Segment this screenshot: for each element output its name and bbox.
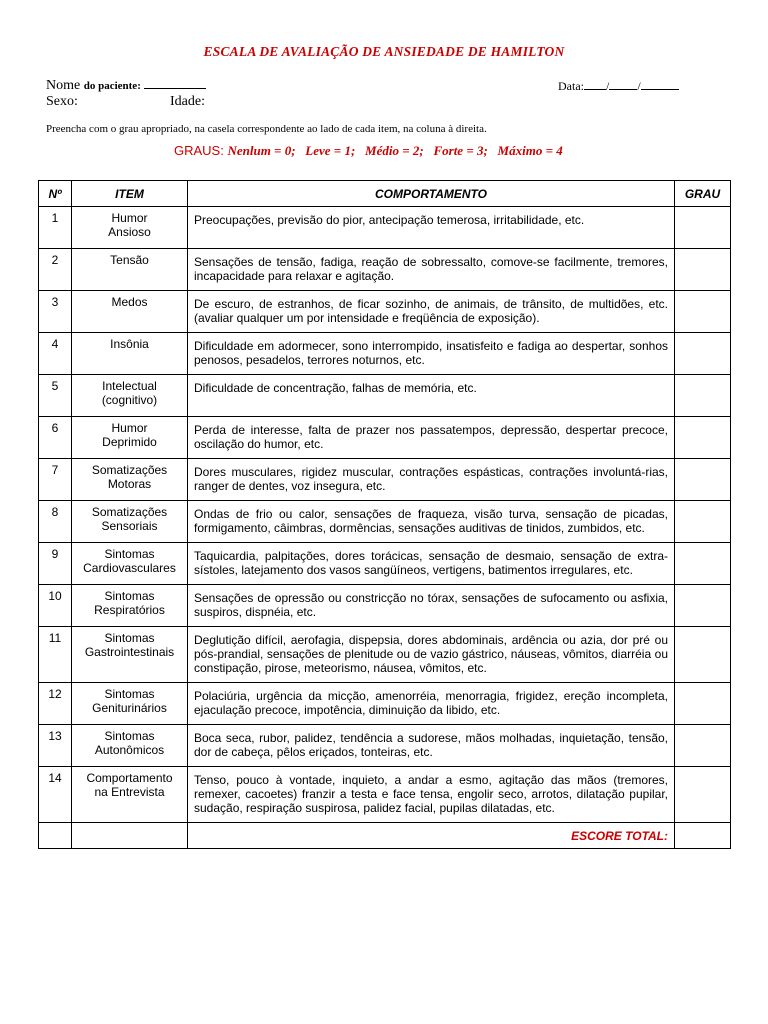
row-comportamento: Boca seca, rubor, palidez, tendência a sudorese, mãos molhadas, inquietação, tensão, dor de cabeça, pêlos eriçados, tonteiras, etc. <box>188 725 675 767</box>
row-item <box>72 585 188 627</box>
table-row <box>39 459 731 501</box>
row-comportamento: Ondas de frio ou calor, sensações de fraqueza, visão turva, sensação de picadas, formigamento, câimbras, dormências, sensações auditivas de tinidos, zumbidos, etc. <box>188 501 675 543</box>
table-row <box>39 375 731 417</box>
row-number: 11 <box>39 627 72 683</box>
row-number: 7 <box>39 459 72 501</box>
row-item-line: na Entrevista <box>94 785 165 799</box>
table-row <box>39 585 731 627</box>
row-comportamento: Tenso, pouco à vontade, inquieto, a andar a esmo, agitação das mãos (tremores, remexer, cacoetes) franzir a testa e face tensa, engolir seco, arrotos, dilatação pupilar, sudação, respiração suspirosa, palidez facial, pupilas dilatadas, etc. <box>188 767 675 823</box>
row-item <box>72 459 188 501</box>
table-row <box>39 207 731 249</box>
row-item <box>72 725 188 767</box>
row-grau-input[interactable] <box>675 627 731 683</box>
row-item <box>72 627 188 683</box>
name-sublabel: do paciente <box>83 80 138 92</box>
grades-legend <box>174 143 563 159</box>
row-item-line: Sensoriais <box>101 519 158 533</box>
row-comportamento: Dores musculares, rigidez muscular, contrações espásticas, contrações involuntá-rias, ranger de dentes, voz insegura, etc. <box>188 459 675 501</box>
row-grau-input[interactable] <box>675 291 731 333</box>
row-comportamento: Perda de interesse, falta de prazer nos passatempos, depressão, despertar precoce, oscilação do humor, etc. <box>188 417 675 459</box>
hamilton-scale-table <box>38 180 731 849</box>
col-header-grau: GRAU <box>675 181 731 207</box>
col-header-num: Nº <box>39 181 72 207</box>
row-item-line: Sintomas <box>104 729 155 743</box>
table-row <box>39 627 731 683</box>
total-empty-num <box>39 823 72 849</box>
row-number: 3 <box>39 291 72 333</box>
total-score-label: ESCORE TOTAL: <box>188 823 675 849</box>
row-grau-input[interactable] <box>675 767 731 823</box>
row-item-line: Motoras <box>107 477 152 491</box>
row-item-line: (cognitivo) <box>101 393 158 407</box>
date-separator: / <box>606 79 610 93</box>
total-empty-item <box>72 823 188 849</box>
row-grau-input[interactable] <box>675 585 731 627</box>
col-header-comportamento: COMPORTAMENTO <box>188 181 675 207</box>
total-row <box>39 823 731 849</box>
instructions-text: Preencha com o grau apropriado, na casela correspondente ao lado de cada item, na coluna à direita. <box>46 123 487 135</box>
row-item <box>72 333 188 375</box>
row-item-line: Somatizações <box>91 463 168 477</box>
row-number: 2 <box>39 249 72 291</box>
date-year-blank[interactable] <box>641 77 679 90</box>
row-grau-input[interactable] <box>675 543 731 585</box>
row-grau-input[interactable] <box>675 459 731 501</box>
table-row <box>39 249 731 291</box>
row-grau-input[interactable] <box>675 683 731 725</box>
grades-label: GRAUS: <box>174 143 224 158</box>
table-row <box>39 501 731 543</box>
row-comportamento: De escuro, de estranhos, de ficar sozinho, de animais, de trânsito, de multidões, etc. (avaliar qualquer um por intensidade e freqüência de exposição). <box>188 291 675 333</box>
row-item <box>72 207 188 249</box>
row-item <box>72 291 188 333</box>
row-number: 10 <box>39 585 72 627</box>
row-item <box>72 417 188 459</box>
row-item <box>72 249 188 291</box>
row-item-line: Medos <box>111 295 148 309</box>
table-row <box>39 683 731 725</box>
row-number: 9 <box>39 543 72 585</box>
row-item-line: Deprimido <box>102 435 157 449</box>
row-item-line: Tensão <box>110 253 149 267</box>
row-grau-input[interactable] <box>675 207 731 249</box>
row-grau-input[interactable] <box>675 333 731 375</box>
table-row <box>39 333 731 375</box>
row-grau-input[interactable] <box>675 501 731 543</box>
row-number: 14 <box>39 767 72 823</box>
table-row <box>39 291 731 333</box>
row-number: 6 <box>39 417 72 459</box>
row-number: 13 <box>39 725 72 767</box>
row-item-line: Sintomas <box>104 687 155 701</box>
age-label: Idade: <box>170 94 205 109</box>
row-comportamento: Taquicardia, palpitações, dores torácicas, sensação de desmaio, sensação de extra-sístoles, latejamento dos vasos sangüíneos, vertigens, batimentos irregulares, etc. <box>188 543 675 585</box>
sex-label: Sexo: <box>46 94 78 109</box>
table-row <box>39 417 731 459</box>
name-label: Nome <box>46 78 81 93</box>
table-row <box>39 767 731 823</box>
row-item <box>72 683 188 725</box>
row-item-line: Sintomas <box>104 589 155 603</box>
row-item-line: Humor <box>111 421 148 435</box>
row-item-line: Autonômicos <box>94 743 165 757</box>
date-day-blank[interactable] <box>584 77 606 90</box>
table-row <box>39 543 731 585</box>
row-item-line: Sintomas <box>104 631 155 645</box>
row-comportamento: Polaciúria, urgência da micção, amenorréia, menorragia, frigidez, ereção incompleta, ejaculação precoce, impotência, diminuição da libido, etc. <box>188 683 675 725</box>
row-number: 8 <box>39 501 72 543</box>
table-header-row <box>39 181 731 207</box>
date-separator: / <box>637 79 641 93</box>
row-item-line: Comportamento <box>86 771 173 785</box>
row-number: 4 <box>39 333 72 375</box>
age-field <box>170 94 205 110</box>
row-comportamento: Sensações de opressão ou constricção no tórax, sensações de sufocamento ou asfixia, suspiros, dispnéia, etc. <box>188 585 675 627</box>
row-number: 1 <box>39 207 72 249</box>
row-item-line: Intelectual <box>102 379 157 393</box>
row-item <box>72 501 188 543</box>
row-grau-input[interactable] <box>675 375 731 417</box>
row-item-line: Ansioso <box>108 225 151 239</box>
row-grau-input[interactable] <box>675 417 731 459</box>
row-item-line: Humor <box>111 211 148 225</box>
row-item-line: Somatizações <box>91 505 168 519</box>
row-item-line: Cardiovasculares <box>83 561 176 575</box>
grades-values: Nenlum = 0; Leve = 1; Médio = 2; Forte = 3; Máximo = 4 <box>227 143 563 158</box>
row-comportamento: Dificuldade em adormecer, sono interrompido, insatisfeito e fadiga ao despertar, sonhos penosos, pesadelos, terrores noturnos, etc. <box>188 333 675 375</box>
row-comportamento: Dificuldade de concentração, falhas de memória, etc. <box>188 375 675 417</box>
row-grau-input[interactable] <box>675 725 731 767</box>
row-item-line: Respiratórios <box>94 603 165 617</box>
row-comportamento: Deglutição difícil, aerofagia, dispepsia, dores abdominais, ardência ou azia, dor pré ou pós-prandial, sensações de plenitude ou de vazio gástrico, náuseas, vômitos, diarréia ou constipação, pirose, meteorismo, náusea, vômitos, etc. <box>188 627 675 683</box>
row-item-line: Gastrointestinais <box>84 645 175 659</box>
row-item-line: Insônia <box>110 337 149 351</box>
table-row <box>39 725 731 767</box>
row-item-line: Sintomas <box>104 547 155 561</box>
row-item <box>72 767 188 823</box>
name-colon: : <box>137 80 141 92</box>
name-blank[interactable] <box>144 76 206 89</box>
row-item <box>72 375 188 417</box>
row-item <box>72 543 188 585</box>
date-field <box>558 77 679 94</box>
col-header-item: ITEM <box>72 181 188 207</box>
row-comportamento: Preocupações, previsão do pior, antecipação temerosa, irritabilidade, etc. <box>188 207 675 249</box>
patient-name-field <box>46 76 206 94</box>
row-comportamento: Sensações de tensão, fadiga, reação de sobressalto, comove-se facilmente, tremores, incapacidade para relaxar e agitação. <box>188 249 675 291</box>
date-month-blank[interactable] <box>609 77 637 90</box>
row-number: 5 <box>39 375 72 417</box>
sex-field <box>46 94 78 110</box>
date-label: Data: <box>558 79 584 93</box>
total-score-input[interactable] <box>675 823 731 849</box>
row-grau-input[interactable] <box>675 249 731 291</box>
row-item-line: Geniturinários <box>92 701 167 715</box>
row-number: 12 <box>39 683 72 725</box>
form-title: ESCALA DE AVALIAÇÃO DE ANSIEDADE DE HAMILTON <box>203 44 565 59</box>
